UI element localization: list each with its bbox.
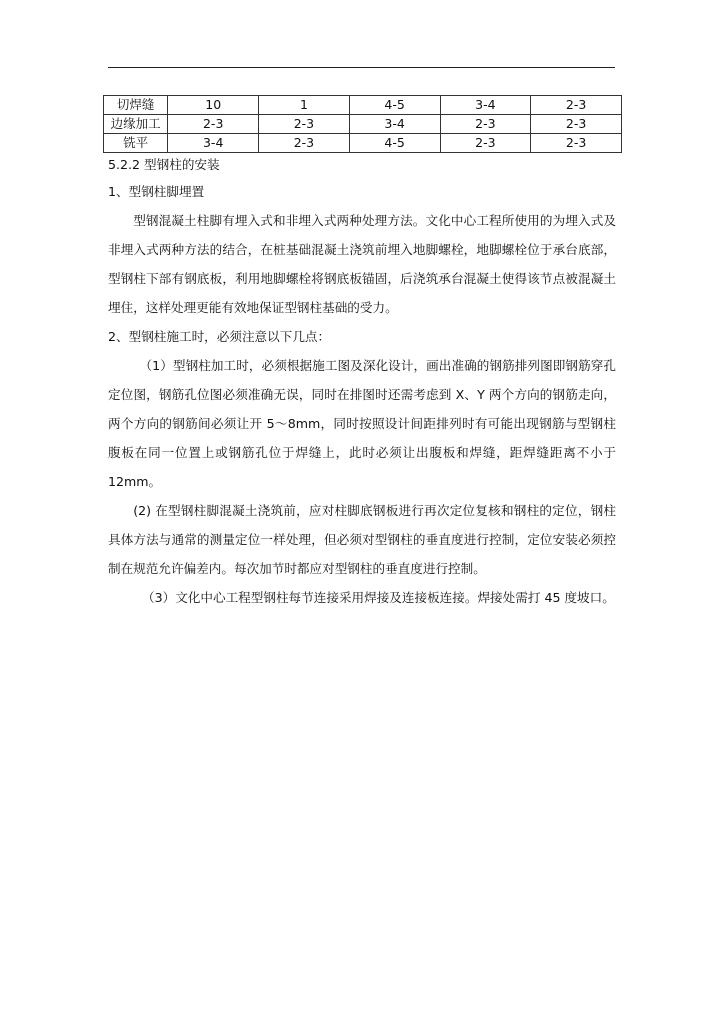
table-row	[104, 134, 622, 153]
subheading-construction-notes: 2、型钢柱施工时，必须注意以下几点：	[108, 329, 331, 344]
table-cell: 2-3	[440, 115, 531, 134]
table-cell: 10	[168, 96, 259, 115]
table-cell: 2-3	[168, 115, 259, 134]
paragraph-column-base: 型钢混凝土柱脚有埋入式和非埋入式两种处理方法。文化中心工程所使用的为埋入式及非埋入式两种方法的结合，在桩基础混凝土浇筑前埋入地脚螺栓，地脚螺栓位于承台底部，型钢柱下部有钢底板，利用地脚螺栓将钢底板锚固，后浇筑承台混凝土使得该节点被混凝土埋住，这样处理更能有效地保证型钢柱基础的受力。	[108, 213, 616, 315]
table-cell: 2-3	[531, 115, 622, 134]
table-row	[104, 96, 622, 115]
table-row	[104, 115, 622, 134]
table-cell: 4-5	[349, 134, 440, 153]
section-body	[108, 153, 616, 612]
note-item-3: （3）文化中心工程型钢柱每节连接采用焊接及连接板连接。焊接处需打 45 度坡口。	[142, 590, 615, 605]
table-cell: 3-4	[349, 115, 440, 134]
table-cell: 2-3	[531, 134, 622, 153]
table-cell: 2-3	[440, 134, 531, 153]
table-cell: 4-5	[349, 96, 440, 115]
section-heading: 5.2.2 型钢柱的安装	[108, 157, 220, 172]
note-item-1: （1）型钢柱加工时，必须根据施工图及深化设计，画出准确的钢筋排列图即钢筋穿孔定位图，钢筋孔位图必须准确无误，同时在排图时还需考虑到 X、Y 两个方向的钢筋走向， 两个方向的钢筋间必须让开 5～8mm，同时按照设计间距排列时有可能出现钢筋与型钢柱腹板在同一位置上或钢筋孔位于焊缝上，此时必须让出腹板和焊缝，距焊缝距离不小于 12mm。	[108, 358, 616, 489]
table-cell: 3-4	[440, 96, 531, 115]
table-cell: 切焊缝	[104, 96, 168, 115]
table-cell: 铣平	[104, 134, 168, 153]
table-cell: 2-3	[259, 115, 350, 134]
note-item-2: (2) 在型钢柱脚混凝土浇筑前，应对柱脚底钢板进行再次定位复核和钢柱的定位，钢柱具体方法与通常的测量定位一样处理，但必须对型钢柱的垂直度进行控制，定位安装必须控制在规范允许偏差内。每次加节时都应对型钢柱的垂直度进行控制。	[108, 503, 616, 576]
subheading-column-base: 1、型钢柱脚埋置	[108, 184, 205, 199]
header-rule	[108, 67, 615, 68]
table-cell: 边缘加工	[104, 115, 168, 134]
table-cell: 2-3	[259, 134, 350, 153]
table-cell: 3-4	[168, 134, 259, 153]
table-cell: 2-3	[531, 96, 622, 115]
table-cell: 1	[259, 96, 350, 115]
tolerance-table	[103, 95, 622, 153]
